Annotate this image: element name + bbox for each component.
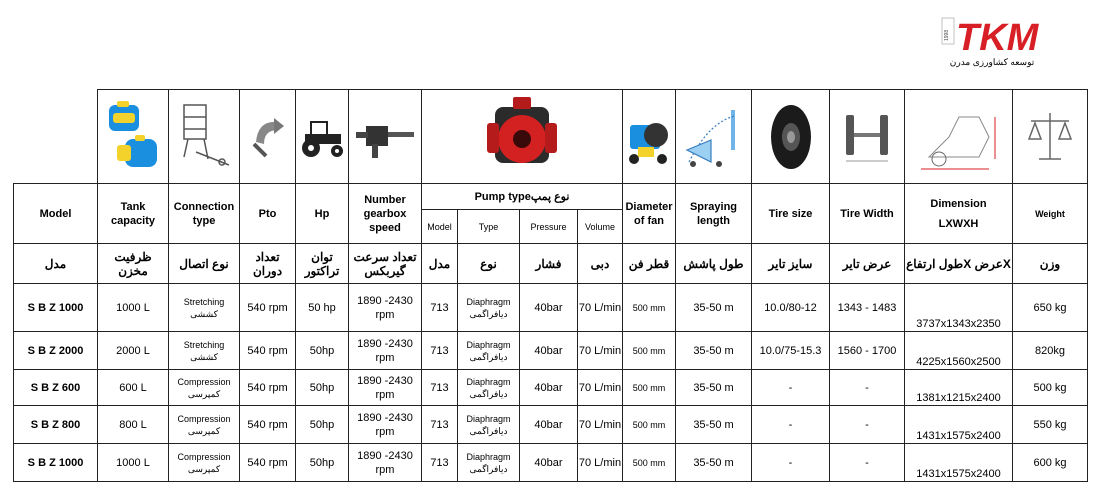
cell-connection bbox=[169, 370, 240, 406]
header-row bbox=[14, 184, 1088, 210]
cell-hp: 50hp bbox=[296, 370, 349, 406]
cell-spraying: 35-50 m bbox=[676, 284, 752, 332]
header-tank: Tank capacity bbox=[98, 184, 169, 244]
connection-en: Compression bbox=[177, 451, 231, 462]
cell-weight: 600 kg bbox=[1013, 444, 1088, 482]
table-row bbox=[14, 332, 1088, 370]
cell-connection bbox=[169, 444, 240, 482]
type-en: Diaphragm bbox=[466, 451, 511, 462]
fa-type: نوع bbox=[458, 244, 520, 284]
header-pump-model: Model bbox=[422, 210, 458, 244]
cell-connection bbox=[169, 284, 240, 332]
cell-pto: 540 rpm bbox=[240, 406, 296, 444]
gearbox-image bbox=[349, 90, 422, 184]
connection-fa: کمپرسی bbox=[187, 463, 221, 474]
fa-model: مدل bbox=[14, 244, 98, 284]
cell-spraying: 35-50 m bbox=[676, 332, 752, 370]
cell-dimension: 3737x1343x2350 bbox=[905, 284, 1013, 332]
cell-spraying: 35-50 m bbox=[676, 370, 752, 406]
connection-fa: کمپرسی bbox=[187, 425, 221, 436]
cell-pressure: 40bar bbox=[520, 332, 578, 370]
cell-gearbox: 1890 -2430 rpm bbox=[349, 284, 422, 332]
cell-tank: 1000 L bbox=[98, 444, 169, 482]
fa-connection: نوع اتصال bbox=[169, 244, 240, 284]
table-row bbox=[14, 444, 1088, 482]
cell-volume: 70 L/min bbox=[578, 284, 623, 332]
type-en: Diaphragm bbox=[466, 413, 511, 424]
cell-type bbox=[458, 370, 520, 406]
cell-pump-model: 713 bbox=[422, 370, 458, 406]
cell-pressure: 40bar bbox=[520, 406, 578, 444]
fa-weight: وزن bbox=[1013, 244, 1088, 284]
cell-type bbox=[458, 284, 520, 332]
header-dimension-sub: LXWXH bbox=[938, 217, 979, 230]
connection-fa: کششی bbox=[190, 351, 218, 362]
cell-dimension: 1381x1215x2400 bbox=[905, 370, 1013, 406]
tractor-image bbox=[296, 90, 349, 184]
table-row bbox=[14, 284, 1088, 332]
cell-pto: 540 rpm bbox=[240, 284, 296, 332]
cell-pressure: 40bar bbox=[520, 284, 578, 332]
cell-hp: 50hp bbox=[296, 444, 349, 482]
cell-pto: 540 rpm bbox=[240, 332, 296, 370]
cell-tire-size: - bbox=[752, 370, 830, 406]
cell-model: S B Z 800 bbox=[14, 406, 98, 444]
header-tire-size: Tire size bbox=[752, 184, 830, 244]
cell-gearbox: 1890 -2430 rpm bbox=[349, 444, 422, 482]
header-pto: Pto bbox=[240, 184, 296, 244]
logo-year: 1998 bbox=[944, 29, 950, 41]
connection-fa: کششی bbox=[190, 308, 218, 319]
tire-image bbox=[752, 90, 830, 184]
dimension-image bbox=[905, 90, 1013, 184]
weight-image bbox=[1013, 90, 1088, 184]
pump-image bbox=[422, 90, 623, 184]
axle-image bbox=[830, 90, 905, 184]
cell-gearbox: 1890 -2430 rpm bbox=[349, 406, 422, 444]
header-hp: Hp bbox=[296, 184, 349, 244]
cell-hp: 50hp bbox=[296, 332, 349, 370]
image-row bbox=[14, 90, 1088, 184]
table-row bbox=[14, 406, 1088, 444]
connection-en: Compression bbox=[177, 376, 231, 387]
pto-image bbox=[240, 90, 296, 184]
cell-tire-size: 10.0/75-15.3 bbox=[752, 332, 830, 370]
header-weight: Weight bbox=[1013, 184, 1088, 244]
cell-fan: 500 mm bbox=[623, 444, 676, 482]
cell-tank: 600 L bbox=[98, 370, 169, 406]
logo-subtitle: توسعه کشاورزی مدرن bbox=[949, 57, 1035, 67]
spec-table bbox=[13, 89, 1088, 482]
cell-fan: 500 mm bbox=[623, 284, 676, 332]
fa-pto: تعداد دوران bbox=[240, 244, 296, 284]
cell-tire-width: - bbox=[830, 444, 905, 482]
type-fa: دیافراگمی bbox=[469, 388, 508, 399]
header-model: Model bbox=[14, 184, 98, 244]
spraying-image bbox=[676, 90, 752, 184]
cell-weight: 820kg bbox=[1013, 332, 1088, 370]
cell-spraying: 35-50 m bbox=[676, 444, 752, 482]
cell-fan: 500 mm bbox=[623, 370, 676, 406]
fan-image bbox=[623, 90, 676, 184]
cell-volume: 70 L/min bbox=[578, 332, 623, 370]
fa-dimension: Xعرض Xطول ارتفاع bbox=[905, 244, 1013, 284]
connection-en: Stretching bbox=[183, 296, 225, 307]
cell-pump-model: 713 bbox=[422, 444, 458, 482]
cell-tire-size: - bbox=[752, 406, 830, 444]
cell-volume: 70 L/min bbox=[578, 444, 623, 482]
cell-volume: 70 L/min bbox=[578, 406, 623, 444]
type-en: Diaphragm bbox=[466, 376, 511, 387]
header-pump-type-sub: Type bbox=[458, 210, 520, 244]
connection-en: Stretching bbox=[183, 339, 225, 350]
cell-weight: 550 kg bbox=[1013, 406, 1088, 444]
header-pump-type: Pump typeنوع پمپ bbox=[422, 184, 623, 210]
fa-tire-size: سایز تایر bbox=[752, 244, 830, 284]
cell-weight: 650 kg bbox=[1013, 284, 1088, 332]
header-pressure: Pressure bbox=[520, 210, 578, 244]
fa-tire-width: عرض تایر bbox=[830, 244, 905, 284]
cell-fan: 500 mm bbox=[623, 406, 676, 444]
header-spraying: Spraying length bbox=[676, 184, 752, 244]
cell-dimension: 1431x1575x2400 bbox=[905, 444, 1013, 482]
fa-hp: توان تراکتور bbox=[296, 244, 349, 284]
logo-letters: TKM bbox=[956, 17, 1039, 59]
cell-connection bbox=[169, 406, 240, 444]
cell-connection bbox=[169, 332, 240, 370]
fa-pump-model: مدل bbox=[422, 244, 458, 284]
cell-dimension: 4225x1560x2500 bbox=[905, 332, 1013, 370]
cell-tire-width: 1343 - 1483 bbox=[830, 284, 905, 332]
header-connection: Connection type bbox=[169, 184, 240, 244]
cell-type bbox=[458, 444, 520, 482]
type-fa: دیافراگمی bbox=[469, 351, 508, 362]
cell-type bbox=[458, 406, 520, 444]
header-volume: Volume bbox=[578, 210, 623, 244]
table-row bbox=[14, 370, 1088, 406]
fa-volume: دبی bbox=[578, 244, 623, 284]
cell-tank: 800 L bbox=[98, 406, 169, 444]
cell-weight: 500 kg bbox=[1013, 370, 1088, 406]
type-fa: دیافراگمی bbox=[469, 425, 508, 436]
cell-hp: 50hp bbox=[296, 406, 349, 444]
type-fa: دیافراگمی bbox=[469, 463, 508, 474]
cell-type bbox=[458, 332, 520, 370]
cell-model: S B Z 2000 bbox=[14, 332, 98, 370]
header-dimension-label: Dimension bbox=[930, 197, 987, 210]
cell-tank: 1000 L bbox=[98, 284, 169, 332]
cell-dimension: 1431x1575x2400 bbox=[905, 406, 1013, 444]
cell-model: S B Z 600 bbox=[14, 370, 98, 406]
cell-gearbox: 1890 -2430 rpm bbox=[349, 332, 422, 370]
cell-tire-width: - bbox=[830, 370, 905, 406]
cell-volume: 70 L/min bbox=[578, 370, 623, 406]
cell-spraying: 35-50 m bbox=[676, 406, 752, 444]
fa-gearbox: تعداد سرعت گیربکس bbox=[349, 244, 422, 284]
cell-pump-model: 713 bbox=[422, 332, 458, 370]
tank-image bbox=[98, 90, 169, 184]
data-rows bbox=[14, 284, 1088, 482]
cell-gearbox: 1890 -2430 rpm bbox=[349, 370, 422, 406]
fa-tank: ظرفیت مخزن bbox=[98, 244, 169, 284]
cell-pump-model: 713 bbox=[422, 284, 458, 332]
type-en: Diaphragm bbox=[466, 296, 511, 307]
fa-spraying: طول پاشش bbox=[676, 244, 752, 284]
connection-fa: کمپرسی bbox=[187, 388, 221, 399]
connection-en: Compression bbox=[177, 413, 231, 424]
cell-pressure: 40bar bbox=[520, 444, 578, 482]
cell-tire-size: - bbox=[752, 444, 830, 482]
connection-image bbox=[169, 90, 240, 184]
cell-tank: 2000 L bbox=[98, 332, 169, 370]
type-en: Diaphragm bbox=[466, 339, 511, 350]
header-tire-width: Tire Width bbox=[830, 184, 905, 244]
header-dimension bbox=[905, 184, 1013, 244]
cell-tire-width: 1560 - 1700 bbox=[830, 332, 905, 370]
header-fan: Diameter of fan bbox=[623, 184, 676, 244]
type-fa: دیافراگمی bbox=[469, 308, 508, 319]
header-gearbox: Number gearbox speed bbox=[349, 184, 422, 244]
cell-pto: 540 rpm bbox=[240, 370, 296, 406]
cell-hp: 50 hp bbox=[296, 284, 349, 332]
cell-pump-model: 713 bbox=[422, 406, 458, 444]
fa-pressure: فشار bbox=[520, 244, 578, 284]
cell-model: S B Z 1000 bbox=[14, 444, 98, 482]
cell-pto: 540 rpm bbox=[240, 444, 296, 482]
cell-tire-width: - bbox=[830, 406, 905, 444]
fa-fan: قطر فن bbox=[623, 244, 676, 284]
persian-header-row bbox=[14, 244, 1088, 284]
cell-tire-size: 10.0/80-12 bbox=[752, 284, 830, 332]
cell-fan: 500 mm bbox=[623, 332, 676, 370]
cell-model: S B Z 1000 bbox=[14, 284, 98, 332]
cell-pressure: 40bar bbox=[520, 370, 578, 406]
